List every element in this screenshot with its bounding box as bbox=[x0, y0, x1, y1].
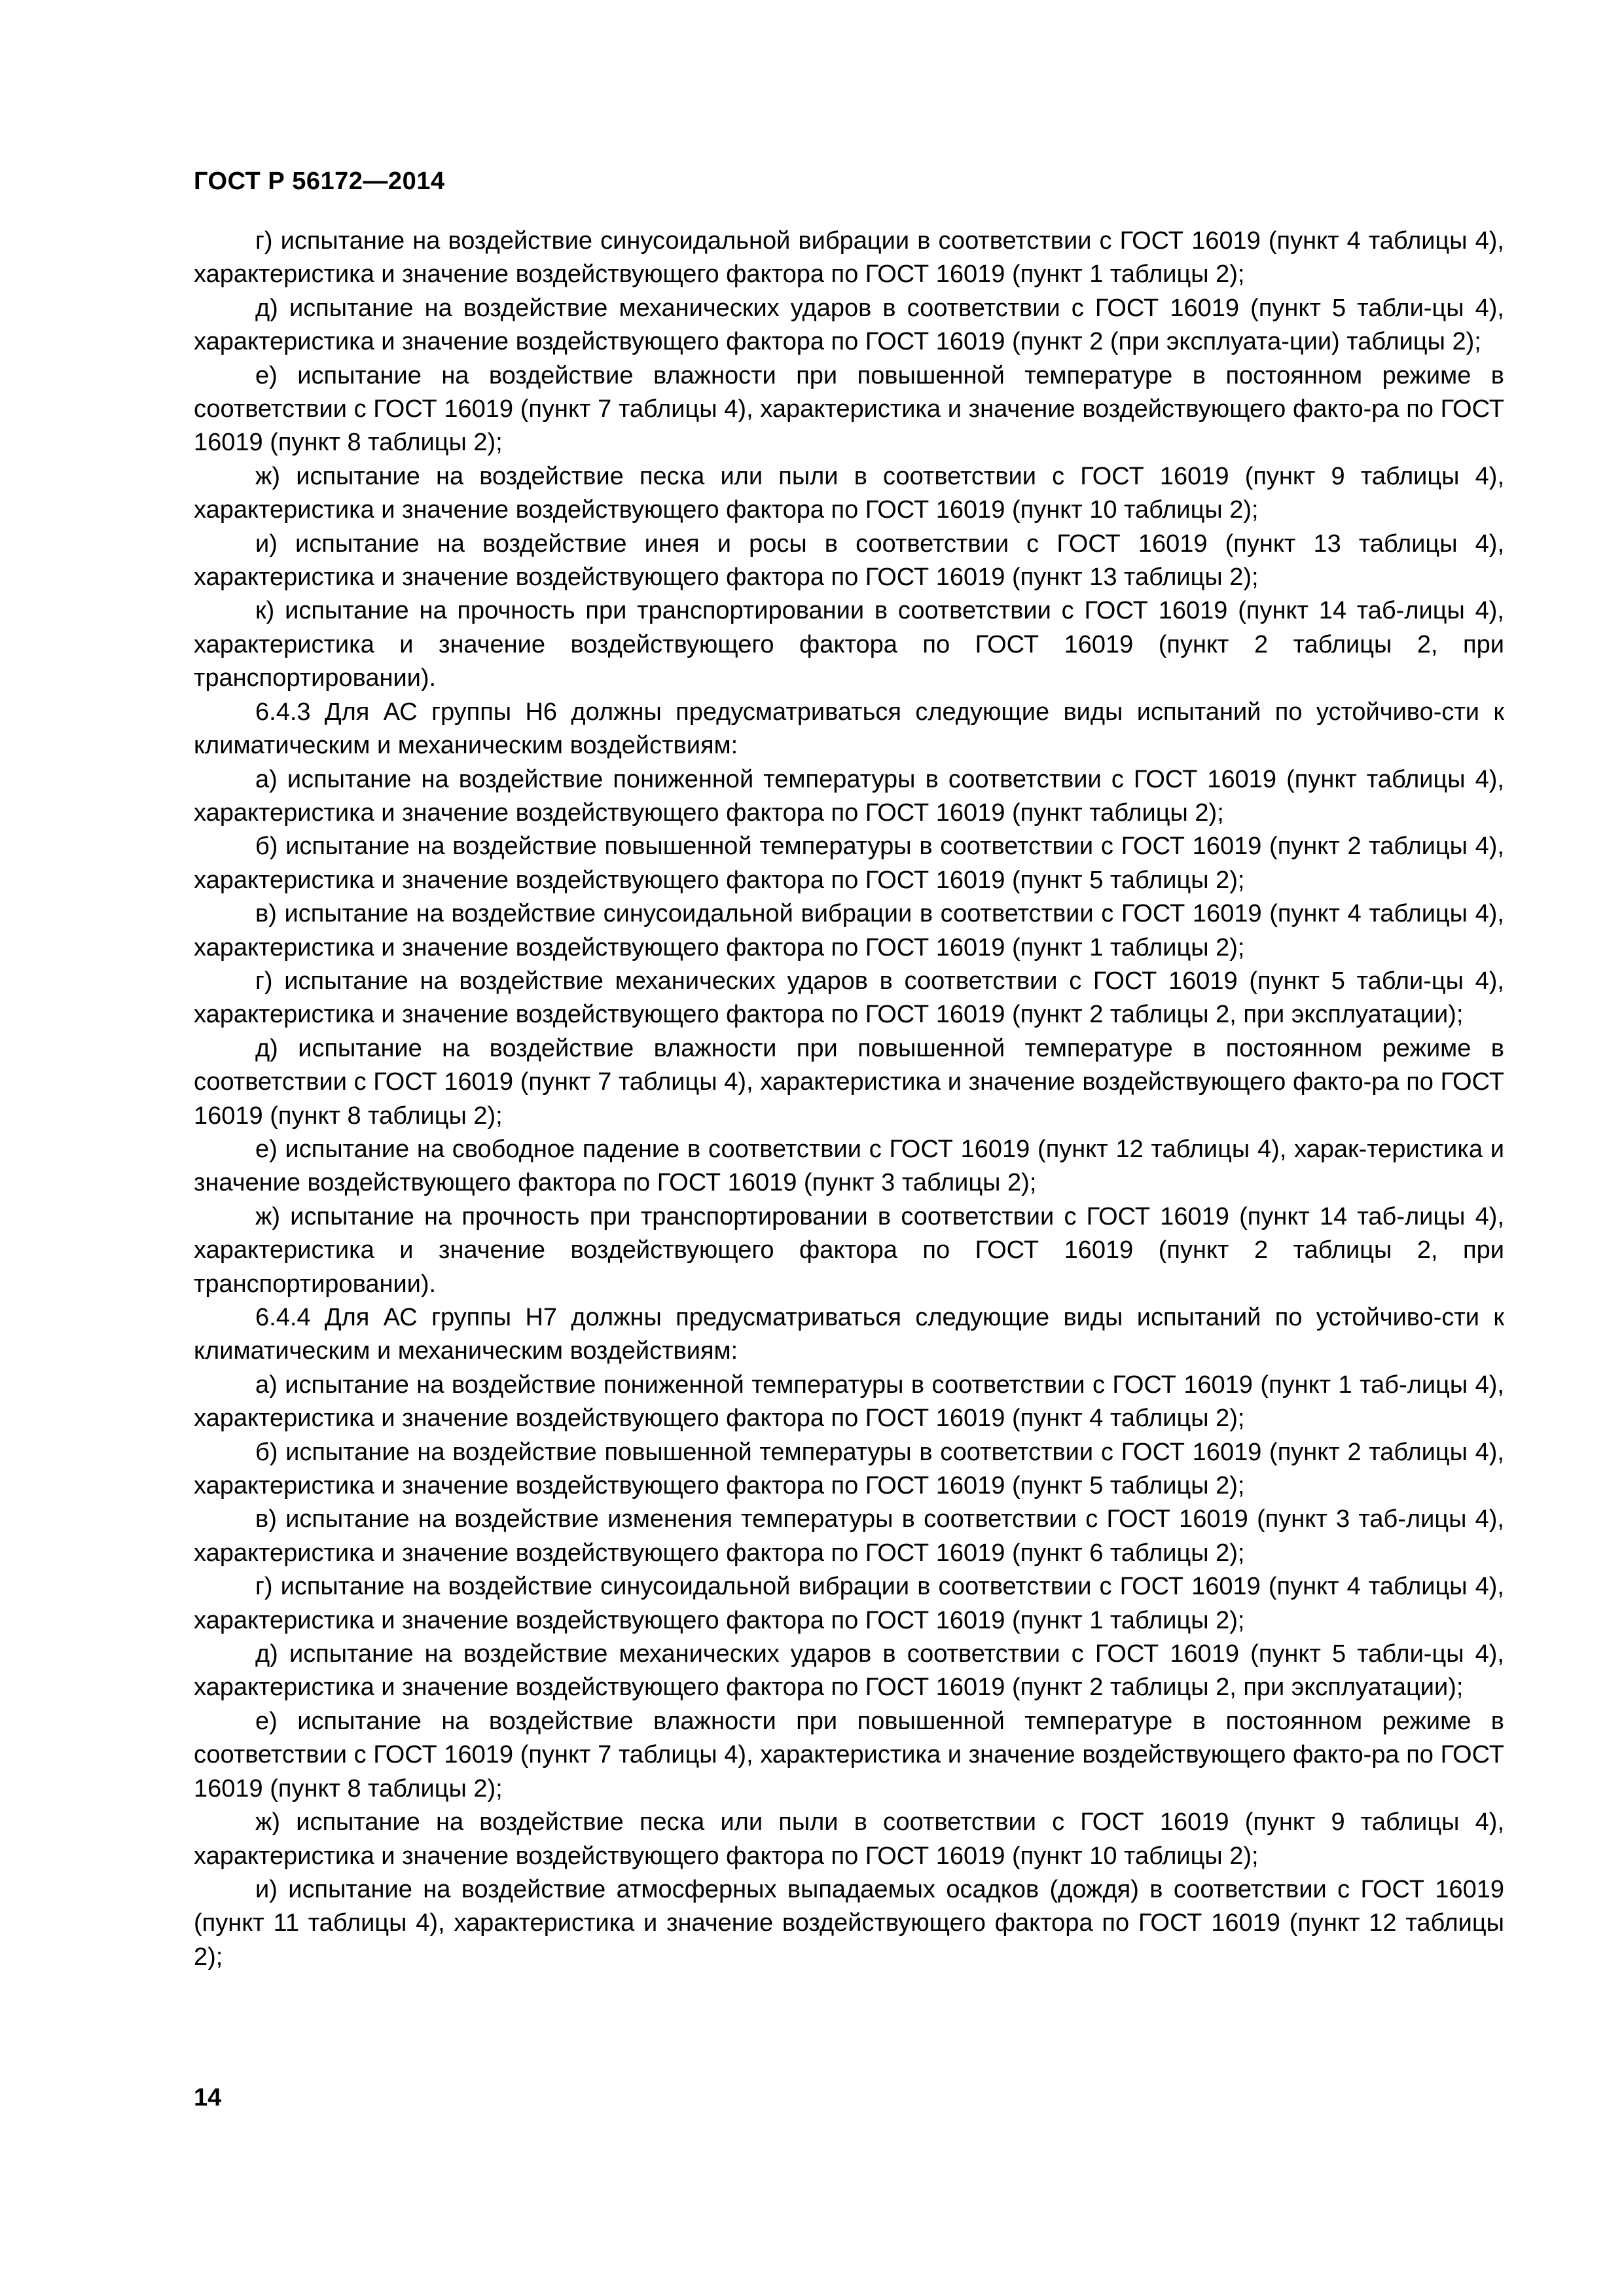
paragraph: в) испытание на воздействие изменения температуры в соответствии с ГОСТ 16019 (пункт 3 таб-лицы 4), характеристика и значение воздействующего фактора по ГОСТ 16019 (пункт 6 таблицы 2); bbox=[194, 1505, 1504, 1567]
paragraph: е) испытание на свободное падение в соответствии с ГОСТ 16019 (пункт 12 таблицы 4), харак-теристика и значение воздействующего фактора по ГОСТ 16019 (пункт 3 таблицы 2); bbox=[194, 1135, 1504, 1197]
page-number: 14 bbox=[194, 2084, 222, 2111]
paragraph: е) испытание на воздействие влажности при повышенной температуре в постоянном режиме в соответствии с ГОСТ 16019 (пункт 7 таблицы 4), характеристика и значение воздействующего факто-ра по ГОСТ 16019 (пункт 8 таблицы 2); bbox=[194, 1707, 1504, 1803]
paragraph: ж) испытание на воздействие песка или пыли в соответствии с ГОСТ 16019 (пункт 9 таблицы 4), характеристика и значение воздействующего фактора по ГОСТ 16019 (пункт 10 таблицы 2); bbox=[194, 462, 1504, 524]
paragraph: и) испытание на воздействие инея и росы в соответствии с ГОСТ 16019 (пункт 13 таблицы 4), характеристика и значение воздействующего фактора по ГОСТ 16019 (пункт 13 таблицы 2); bbox=[194, 529, 1504, 592]
section-paragraph-6-4-3: 6.4.3 Для АС группы Н6 должны предусматриваться следующие виды испытаний по устойчиво-сти к климатическим и механическим воздействиям: bbox=[194, 698, 1504, 760]
paragraph: е) испытание на воздействие влажности при повышенной температуре в постоянном режиме в соответствии с ГОСТ 16019 (пункт 7 таблицы 4), характеристика и значение воздействующего факто-ра по ГОСТ 16019 (пункт 8 таблицы 2); bbox=[194, 361, 1504, 457]
paragraph: б) испытание на воздействие повышенной температуры в соответствии с ГОСТ 16019 (пункт 2 таблицы 4), характеристика и значение воздействующего фактора по ГОСТ 16019 (пункт 5 таблицы 2); bbox=[194, 1438, 1504, 1500]
paragraph: г) испытание на воздействие синусоидальной вибрации в соответствии с ГОСТ 16019 (пункт 4 таблицы 4), характеристика и значение воздействующего фактора по ГОСТ 16019 (пункт 1 таблицы 2); bbox=[194, 227, 1504, 289]
paragraph: д) испытание на воздействие механических ударов в соответствии с ГОСТ 16019 (пункт 5 табли-цы 4), характеристика и значение воздействующего фактора по ГОСТ 16019 (пункт 2 таблицы 2, при эксплуатации); bbox=[194, 1640, 1504, 1702]
paragraph: б) испытание на воздействие повышенной температуры в соответствии с ГОСТ 16019 (пункт 2 таблицы 4), характеристика и значение воздействующего фактора по ГОСТ 16019 (пункт 5 таблицы 2); bbox=[194, 833, 1504, 894]
paragraph: а) испытание на воздействие пониженной температуры в соответствии с ГОСТ 16019 (пункт 1 таб-лицы 4), характеристика и значение воздействующего фактора по ГОСТ 16019 (пункт 4 таблицы 2); bbox=[194, 1371, 1504, 1433]
paragraph: в) испытание на воздействие синусоидальной вибрации в соответствии с ГОСТ 16019 (пункт 4 таблицы 4), характеристика и значение воздействующего фактора по ГОСТ 16019 (пункт 1 таблицы 2); bbox=[194, 900, 1504, 961]
paragraph: г) испытание на воздействие синусоидальной вибрации в соответствии с ГОСТ 16019 (пункт 4 таблицы 4), характеристика и значение воздействующего фактора по ГОСТ 16019 (пункт 1 таблицы 2); bbox=[194, 1573, 1504, 1634]
paragraph: г) испытание на воздействие механических ударов в соответствии с ГОСТ 16019 (пункт 5 табли-цы 4), характеристика и значение воздействующего фактора по ГОСТ 16019 (пункт 2 таблицы 2, при эксплуатации); bbox=[194, 967, 1504, 1029]
document-header: ГОСТ Р 56172—2014 bbox=[194, 168, 445, 195]
paragraph: к) испытание на прочность при транспортировании в соответствии с ГОСТ 16019 (пункт 14 таб-лицы 4), характеристика и значение воздействующего фактора по ГОСТ 16019 (пункт 2 таблицы 2, при транспортировании). bbox=[194, 597, 1504, 692]
document-body bbox=[194, 224, 1504, 1974]
paragraph: д) испытание на воздействие механических ударов в соответствии с ГОСТ 16019 (пункт 5 табли-цы 4), характеристика и значение воздействующего фактора по ГОСТ 16019 (пункт 2 (при эксплуата-ции) таблицы 2); bbox=[194, 294, 1504, 356]
paragraph: ж) испытание на прочность при транспортировании в соответствии с ГОСТ 16019 (пункт 14 таб-лицы 4), характеристика и значение воздействующего фактора по ГОСТ 16019 (пункт 2 таблицы 2, при транспортировании). bbox=[194, 1202, 1504, 1298]
paragraph: а) испытание на воздействие пониженной температуры в соответствии с ГОСТ 16019 (пункт таблицы 4), характеристика и значение воздействующего фактора по ГОСТ 16019 (пункт таблицы 2); bbox=[194, 765, 1504, 827]
paragraph: и) испытание на воздействие атмосферных выпадаемых осадков (дождя) в соответствии с ГОСТ 16019 (пункт 11 таблицы 4), характеристика и значение воздействующего фактора по ГОСТ 16019 (пункт 12 таблицы 2); bbox=[194, 1875, 1504, 1971]
section-paragraph-6-4-4: 6.4.4 Для АС группы Н7 должны предусматриваться следующие виды испытаний по устойчиво-сти к климатическим и механическим воздействиям: bbox=[194, 1304, 1504, 1365]
paragraph: ж) испытание на воздействие песка или пыли в соответствии с ГОСТ 16019 (пункт 9 таблицы 4), характеристика и значение воздействующего фактора по ГОСТ 16019 (пункт 10 таблицы 2); bbox=[194, 1808, 1504, 1870]
paragraph: д) испытание на воздействие влажности при повышенной температуре в постоянном режиме в соответствии с ГОСТ 16019 (пункт 7 таблицы 4), характеристика и значение воздействующего факто-ра по ГОСТ 16019 (пункт 8 таблицы 2); bbox=[194, 1034, 1504, 1130]
